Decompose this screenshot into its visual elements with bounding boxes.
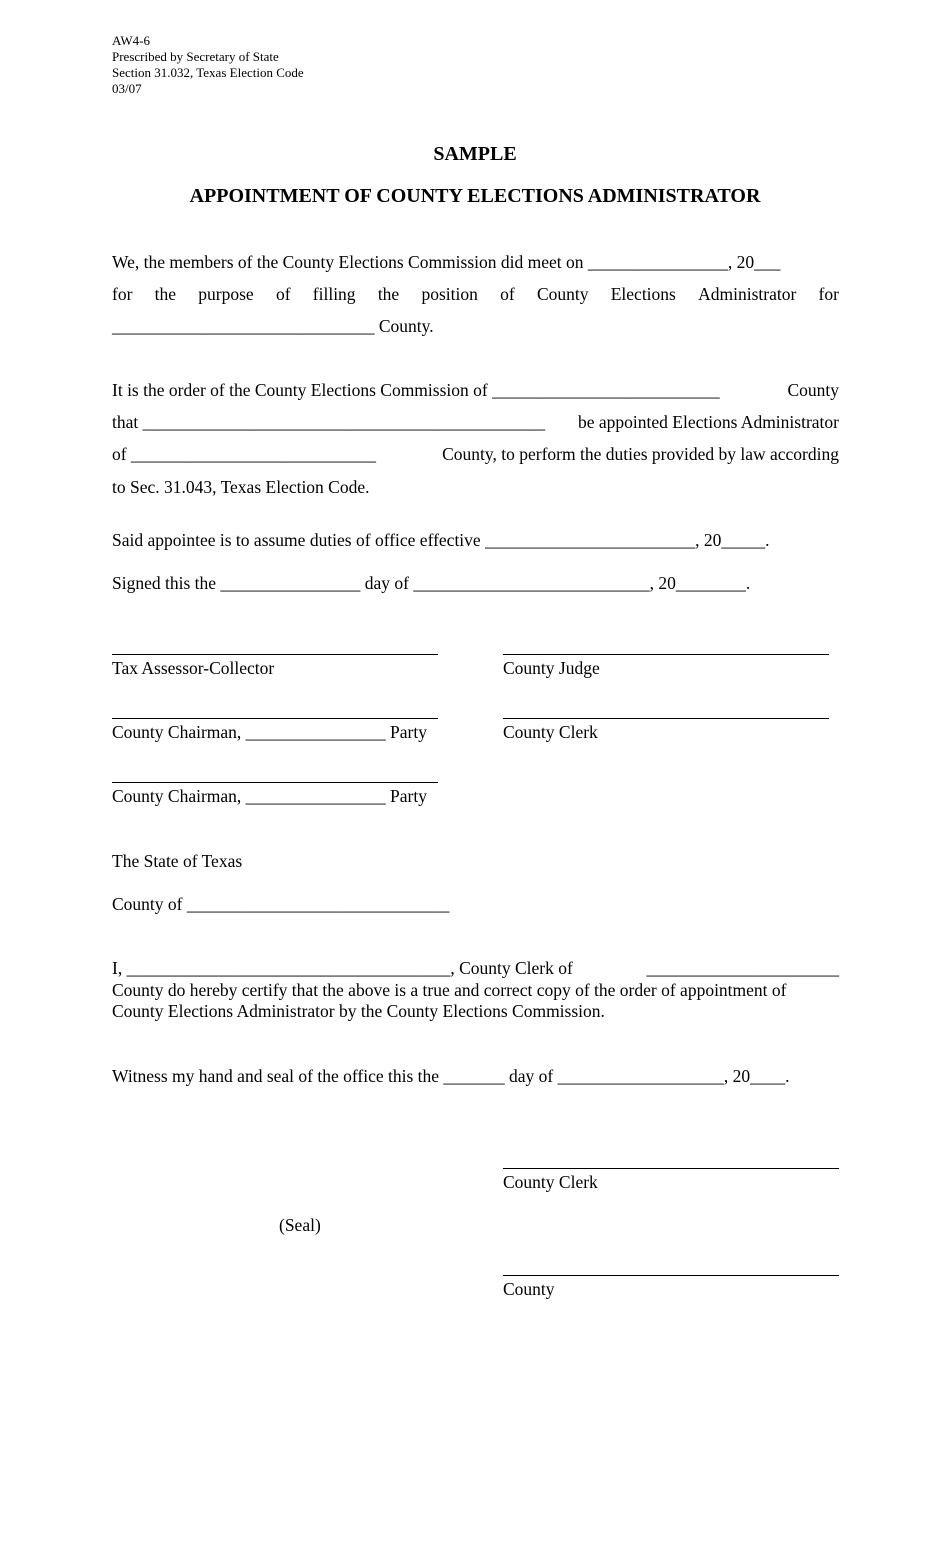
purpose-word: filling xyxy=(312,284,356,304)
county-chairman-2-label: County Chairman, ________________ Party xyxy=(112,786,427,806)
tax-assessor-signature-line xyxy=(112,654,438,655)
purpose-word: Elections xyxy=(610,284,676,304)
closing-clerk-signature-line xyxy=(503,1168,839,1169)
form-date: 03/07 xyxy=(112,81,142,96)
county-chairman-1-signature-line xyxy=(112,718,438,719)
county-judge-label: County Judge xyxy=(503,658,600,678)
order-line-right: County xyxy=(787,380,839,400)
tax-assessor-label: Tax Assessor-Collector xyxy=(112,658,275,678)
closing-county-signature-line xyxy=(503,1275,839,1276)
state-label: The State of Texas xyxy=(112,851,243,871)
appointee-line-right: be appointed Elections Administrator xyxy=(578,412,839,432)
purpose-word: purpose xyxy=(198,284,254,304)
county-name-line: ______________________________ County. xyxy=(112,316,434,336)
prescribed-by: Prescribed by Secretary of State xyxy=(112,49,279,64)
closing-clerk-label: County Clerk xyxy=(503,1172,598,1192)
closing-county-label: County xyxy=(503,1279,555,1299)
duties-line-left: of ____________________________ xyxy=(112,444,376,464)
purpose-word: position xyxy=(421,284,478,304)
purpose-word: for xyxy=(818,284,839,304)
appointee-line xyxy=(112,411,839,433)
county-of-line: County of ______________________________ xyxy=(112,894,450,914)
purpose-word: for xyxy=(112,284,133,304)
purpose-word: of xyxy=(500,284,515,304)
county-chairman-1-label: County Chairman, ________________ Party xyxy=(112,722,427,742)
effective-date-line: Said appointee is to assume duties of office effective ________________________, 20_____. xyxy=(112,530,770,550)
meeting-date-line: We, the members of the County Elections Commission did meet on ________________, 20___ xyxy=(112,252,781,272)
certify-text-line-2: County Elections Administrator by the County Elections Commission. xyxy=(112,1001,605,1021)
county-clerk-signature-line xyxy=(503,718,829,719)
certify-text-line: County do hereby certify that the above is a true and correct copy of the order of appointment of xyxy=(112,980,787,1000)
county-chairman-2-signature-line xyxy=(112,782,438,783)
purpose-word: Administrator xyxy=(698,284,797,304)
code-section: Section 31.032, Texas Election Code xyxy=(112,65,304,80)
clerk-certify-left: I, _____________________________________, County Clerk of xyxy=(112,958,573,978)
order-line-left: It is the order of the County Elections Commission of __________________________ xyxy=(112,380,720,400)
seal-label: (Seal) xyxy=(279,1215,321,1235)
form-header xyxy=(112,33,304,97)
appointee-line-left: that ______________________________________________ xyxy=(112,412,546,432)
clerk-certify-line xyxy=(112,957,839,979)
form-number: AW4-6 xyxy=(112,33,150,48)
statute-line: to Sec. 31.043, Texas Election Code. xyxy=(112,477,370,497)
signed-date-line: Signed this the ________________ day of ___________________________, 20________. xyxy=(112,573,751,593)
purpose-line xyxy=(112,283,839,305)
sample-title: SAMPLE xyxy=(433,143,517,165)
purpose-word: County xyxy=(536,284,589,304)
county-clerk-label: County Clerk xyxy=(503,722,598,742)
order-line xyxy=(112,379,839,401)
county-judge-signature-line xyxy=(503,654,829,655)
purpose-word: of xyxy=(275,284,291,304)
clerk-certify-right: ______________________ xyxy=(646,958,839,978)
witness-line: Witness my hand and seal of the office this the _______ day of ___________________, 20____. xyxy=(112,1066,790,1086)
duties-line-right: County, to perform the duties provided by law according xyxy=(442,444,839,464)
purpose-word: the xyxy=(377,284,400,304)
purpose-word: the xyxy=(154,284,177,304)
page-title: APPOINTMENT OF COUNTY ELECTIONS ADMINISTRATOR xyxy=(189,185,761,207)
duties-line xyxy=(112,443,839,465)
